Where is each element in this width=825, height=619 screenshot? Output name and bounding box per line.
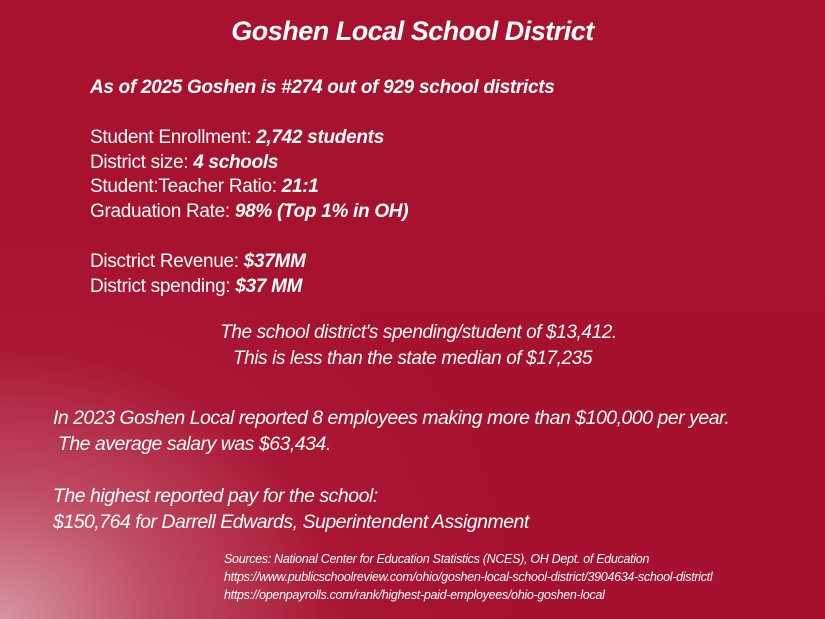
spending-note [0,320,825,372]
stat-label: Student:Teacher Ratio: [90,176,282,197]
stat-revenue [90,250,408,275]
stat-spending [90,275,408,300]
sources-block [224,550,712,604]
spending-note-line: The school district's spending/student of $13,412. [220,322,617,343]
stat-value: $37MM [243,251,306,272]
stat-district-size [90,151,408,176]
stat-label: Graduation Rate: [90,200,235,222]
district-stats [90,126,408,299]
source-url: https://openpayrolls.com/rank/highest-paid-employees/ohio-goshen-local [224,588,605,602]
stat-value: 2,742 students [256,127,384,148]
stat-value: $37 MM [235,275,303,297]
source-url: https://www.publicschoolreview.com/ohio/goshen-local-school-district/3904634-school-districtl [224,570,713,584]
stat-label: Student Enrollment: [90,127,257,148]
stat-value: 98% (Top 1% in OH) [234,200,409,222]
employee-line: In 2023 Goshen Local reported 8 employees making more than $100,000 per year. [53,407,730,429]
spacer [90,224,408,250]
stat-label: District spending: [90,275,236,297]
stat-label: District size: [90,151,194,173]
employee-line: The average salary was $63,434. [53,433,331,455]
employee-salary-section [53,405,729,535]
spending-note-line: This is less than the state median of $17,235 [232,348,593,369]
employee-line: $150,764 for Darrell Edwards, Superintendent Assignment [53,511,529,533]
stat-value: 21:1 [281,176,319,197]
spacer [53,457,729,483]
stat-label: Disctrict Revenue: [90,251,244,272]
stat-value: 4 schools [193,151,279,173]
district-rank: As of 2025 Goshen is #274 out of 929 school districts [90,77,555,98]
stat-student-teacher-ratio [90,175,408,200]
page-title: Goshen Local School District [231,16,594,46]
stat-enrollment [90,126,408,151]
source-line: Sources: National Center for Education Statistics (NCES), OH Dept. of Education [224,552,650,566]
employee-line: The highest reported pay for the school: [53,485,378,507]
stat-graduation-rate [90,200,408,225]
